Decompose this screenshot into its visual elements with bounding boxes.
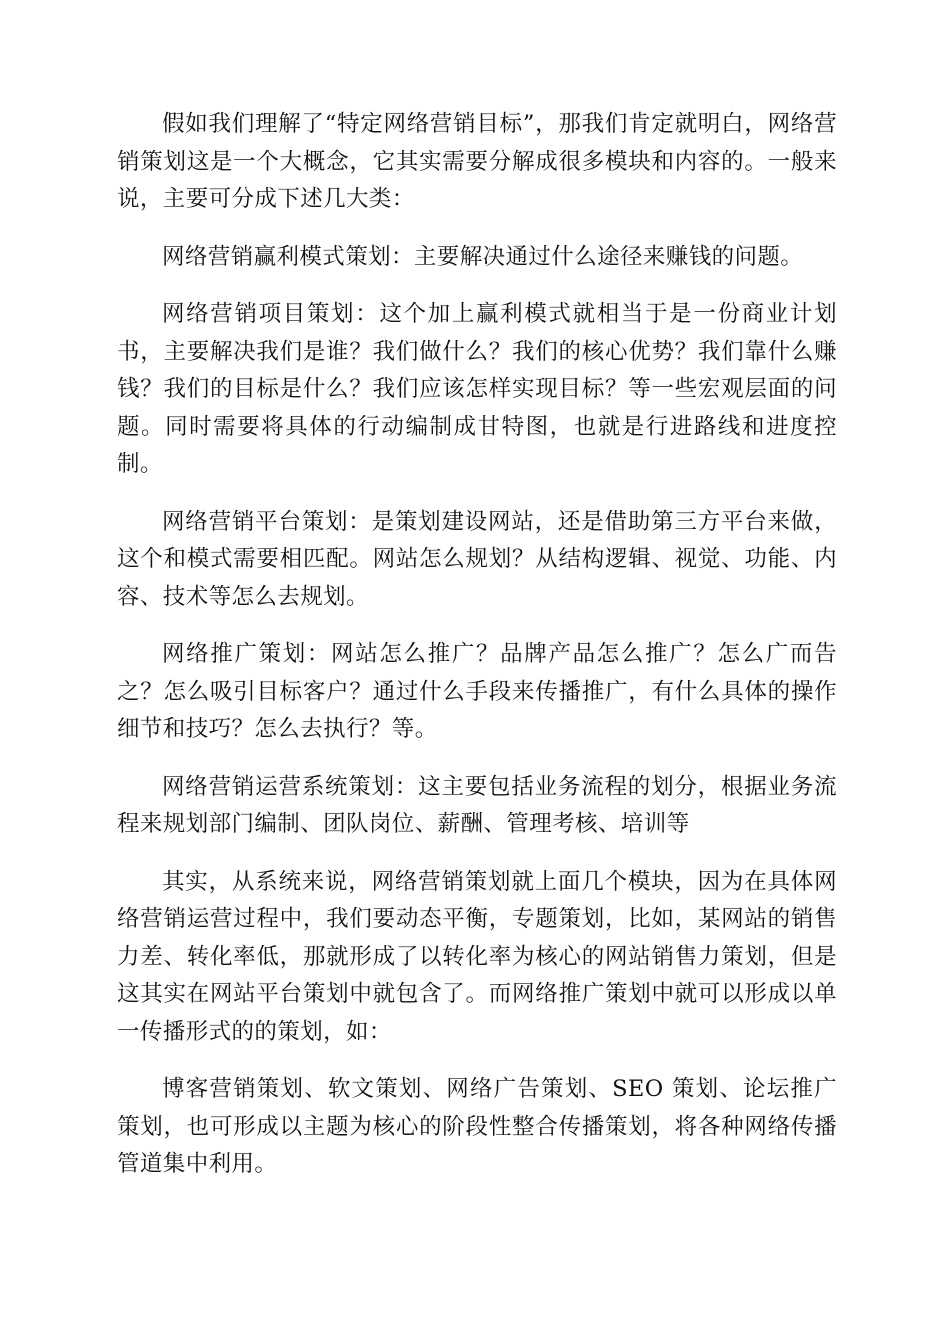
paragraph-platform-planning: 网络营销平台策划：是策划建设网站，还是借助第三方平台来做，这个和模式需要相匹配。网站怎么规划？从结构逻辑、视觉、功能、内容、技术等怎么去规划。 — [117, 508, 837, 610]
document-body — [117, 106, 837, 1204]
paragraph-intro: 假如我们理解了“特定网络营销目标”，那我们肯定就明白，网络营销策划这是一个大概念，它其实需要分解成很多模块和内容的。一般来说，主要可分成下述几大类： — [117, 111, 837, 212]
paragraph-operation-system: 网络营销运营系统策划：这主要包括业务流程的划分，根据业务流程来规划部门编制、团队岗位、薪酬、管理考核、培训等 — [117, 773, 837, 837]
paragraph-project-planning: 网络营销项目策划：这个加上赢利模式就相当于是一份商业计划书，主要解决我们是谁？我们做什么？我们的核心优势？我们靠什么赚钱？我们的目标是什么？我们应该怎样实现目标？等一些宏观层面的问题。同时需要将具体的行动编制成甘特图，也就是行进路线和进度控制。 — [117, 301, 837, 477]
paragraph-summary: 其实，从系统来说，网络营销策划就上面几个模块，因为在具体网络营销运营过程中，我们要动态平衡，专题策划，比如，某网站的销售力差、转化率低，那就形成了以转化率为核心的网站销售力策划，但是这其实在网站平台策划中就包含了。而网络推广策划中就可以形成以单一传播形式的的策划，如： — [117, 868, 837, 1045]
paragraph-promotion-planning: 网络推广策划：网站怎么推广？品牌产品怎么推广？怎么广而告之？怎么吸引目标客户？通过什么手段来传播推广，有什么具体的操作细节和技巧？怎么去执行？等。 — [117, 641, 837, 742]
paragraph-examples: 博客营销策划、软文策划、网络广告策划、SEO 策划、论坛推广策划，也可形成以主题为核心的阶段性整合传播策划，将各种网络传播管道集中利用。 — [117, 1076, 837, 1177]
paragraph-profit-model: 网络营销赢利模式策划：主要解决通过什么途径来赚钱的问题。 — [162, 243, 804, 270]
